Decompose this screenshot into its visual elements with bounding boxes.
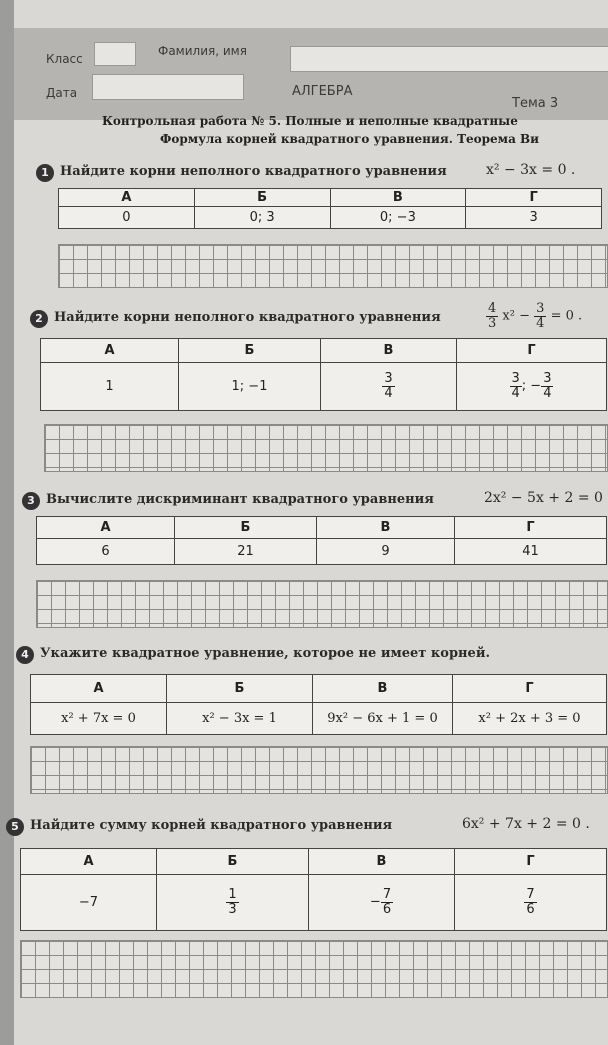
answer-table-4 xyxy=(30,674,607,735)
answer-grid-2[interactable] xyxy=(44,424,608,472)
class-field[interactable] xyxy=(94,42,136,66)
option-header-a: А xyxy=(37,517,175,539)
option-v[interactable]: 9 xyxy=(317,539,455,565)
option-b[interactable]: $\frac{1}{3}$ xyxy=(157,875,309,931)
equation: 6x² + 7x + 2 = 0 . xyxy=(462,816,590,832)
option-b[interactable]: x² − 3x = 1 xyxy=(167,703,313,735)
date-field[interactable] xyxy=(92,74,244,100)
option-g[interactable]: $\frac{7}{6}$ xyxy=(455,875,607,931)
question-number: 1 xyxy=(36,164,54,182)
question-text: Найдите корни неполного квадратного уравнения xyxy=(54,310,441,325)
page-title-line1: Контрольная работа № 5. Полные и неполные квадратные xyxy=(102,114,518,128)
option-v[interactable]: − $\frac{7}{6}$ xyxy=(309,875,455,931)
option-header-b: Б xyxy=(157,849,309,875)
answer-table-3 xyxy=(36,516,607,565)
option-header-a: А xyxy=(59,189,195,207)
option-b[interactable]: 0; 3 xyxy=(194,207,330,229)
option-a[interactable]: 6 xyxy=(37,539,175,565)
question-number: 3 xyxy=(22,492,40,510)
subject-label: АЛГЕБРА xyxy=(292,84,353,99)
option-header-v: В xyxy=(330,189,466,207)
topic-label: Тема 3 xyxy=(512,96,559,111)
option-header-b: Б xyxy=(167,675,313,703)
option-g[interactable]: x² + 2x + 3 = 0 xyxy=(453,703,607,735)
option-a[interactable]: x² + 7x = 0 xyxy=(31,703,167,735)
option-header-g: Г xyxy=(455,849,607,875)
option-header-g: Г xyxy=(466,189,602,207)
option-g[interactable]: $\frac{3}{4}$ ; − $\frac{3}{4}$ xyxy=(457,363,607,411)
question-5 xyxy=(6,816,608,842)
question-4 xyxy=(16,644,608,670)
option-header-g: Г xyxy=(455,517,607,539)
option-header-v: В xyxy=(321,339,457,363)
equation: $\frac{4}{3}$ x² − $\frac{3}{4}$ = 0 . xyxy=(488,301,583,331)
option-b[interactable]: 21 xyxy=(175,539,317,565)
question-number: 5 xyxy=(6,818,24,836)
option-a[interactable]: −7 xyxy=(21,875,157,931)
question-3 xyxy=(22,490,608,516)
option-a[interactable]: 0 xyxy=(59,207,195,229)
question-1 xyxy=(36,162,608,188)
option-header-g: Г xyxy=(457,339,607,363)
question-text: Вычислите дискриминант квадратного уравнения xyxy=(46,492,434,507)
answer-table-5 xyxy=(20,848,607,931)
option-header-b: Б xyxy=(194,189,330,207)
question-text: Найдите сумму корней квадратного уравнения xyxy=(30,818,393,833)
answer-grid-4[interactable] xyxy=(30,746,608,794)
equation: x² − 3x = 0 . xyxy=(486,162,576,178)
option-g[interactable]: 41 xyxy=(455,539,607,565)
option-header-v: В xyxy=(309,849,455,875)
answer-grid-3[interactable] xyxy=(36,580,608,628)
option-header-v: В xyxy=(313,675,453,703)
option-a[interactable]: 1 xyxy=(41,363,179,411)
option-g[interactable]: 3 xyxy=(466,207,602,229)
answer-grid-5[interactable] xyxy=(20,940,608,998)
option-b[interactable]: 1; −1 xyxy=(179,363,321,411)
option-header-g: Г xyxy=(453,675,607,703)
date-label: Дата xyxy=(46,86,78,100)
option-v[interactable]: 0; −3 xyxy=(330,207,466,229)
page-title-line2: Формула корней квадратного уравнения. Теорема Ви xyxy=(160,132,540,146)
question-number: 4 xyxy=(16,646,34,664)
option-v[interactable]: $\frac{3}{4}$ xyxy=(321,363,457,411)
question-2 xyxy=(30,301,608,334)
option-header-a: А xyxy=(41,339,179,363)
answer-table-2 xyxy=(40,338,607,411)
equation: 2x² − 5x + 2 = 0 xyxy=(484,490,603,506)
name-field[interactable] xyxy=(290,46,608,72)
option-header-a: А xyxy=(21,849,157,875)
option-header-b: Б xyxy=(175,517,317,539)
answer-table-1 xyxy=(58,188,602,229)
name-label: Фамилия, имя xyxy=(158,44,247,58)
option-header-b: Б xyxy=(179,339,321,363)
class-label: Класс xyxy=(46,52,83,66)
question-text: Укажите квадратное уравнение, которое не имеет корней. xyxy=(40,646,490,661)
answer-grid-1[interactable] xyxy=(58,244,608,288)
question-text: Найдите корни неполного квадратного уравнения xyxy=(60,164,447,179)
question-number: 2 xyxy=(30,310,48,328)
option-v[interactable]: 9x² − 6x + 1 = 0 xyxy=(313,703,453,735)
option-header-v: В xyxy=(317,517,455,539)
option-header-a: А xyxy=(31,675,167,703)
